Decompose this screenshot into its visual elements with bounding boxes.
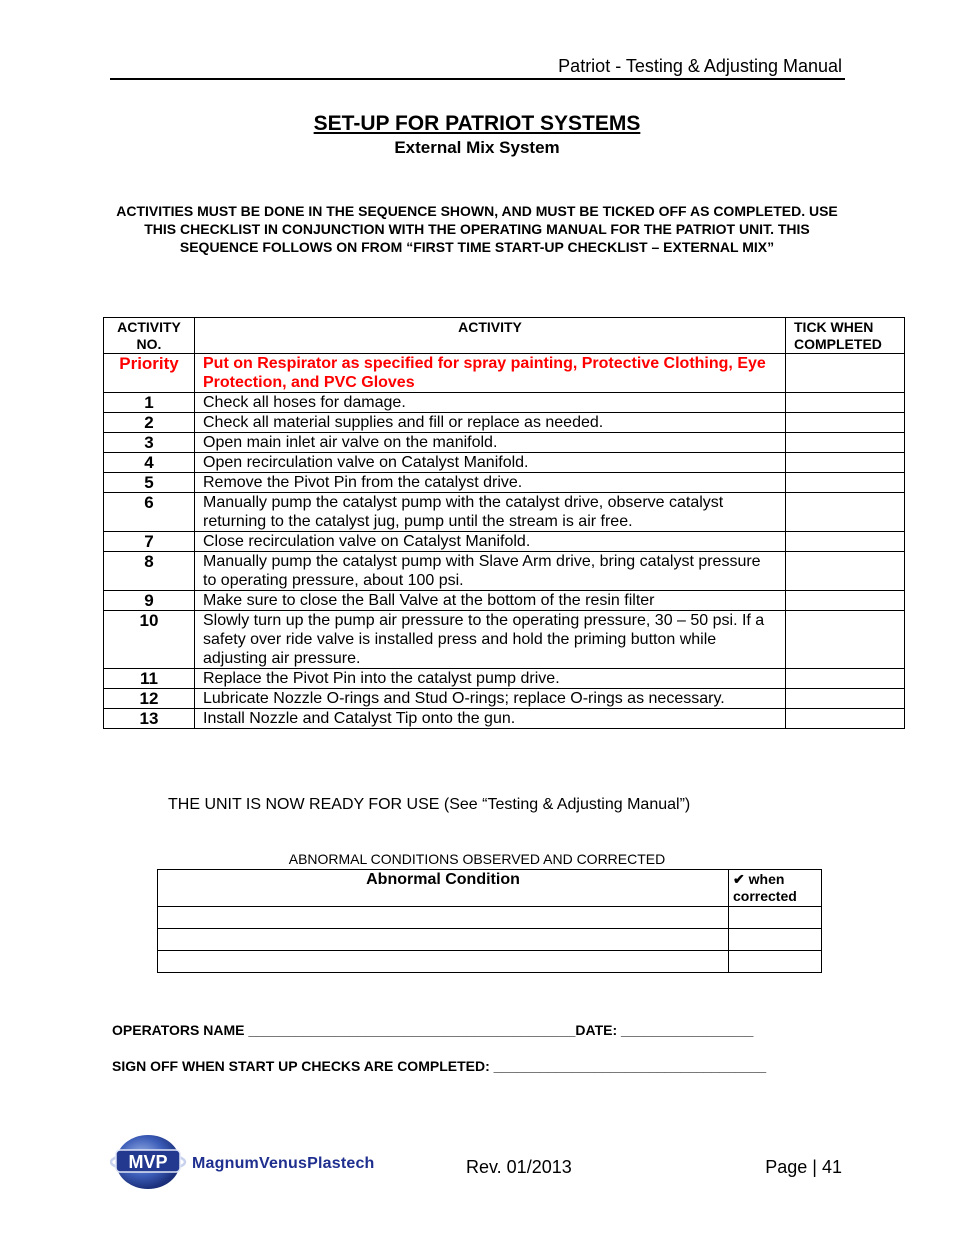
activity-table-body [104,354,905,729]
header-activity: ACTIVITY [195,318,786,354]
manual-title: Patriot - Testing & Adjusting Manual [558,56,842,76]
activity-table [103,317,905,729]
header-tick: TICK WHEN COMPLETED [786,318,905,354]
activity-number: 8 [104,552,195,591]
instructions: ACTIVITIES MUST BE DONE IN THE SEQUENCE SHOWN, AND MUST BE TICKED OFF AS COMPLETED. USE THIS CHECKLIST IN CONJUNCTION WITH THE OPERATING MANUAL FOR THE PATRIOT UNIT. THIS SEQUENCE FOLLOWS ON FROM “FIRST TIME START-UP CHECKLIST – EXTERNAL MIX” [116,203,838,255]
activity-number: 1 [104,393,195,413]
activity-description: Check all material supplies and fill or replace as needed. [195,413,786,433]
logo-badge: MVP [128,1152,168,1172]
table-row [104,453,905,473]
table-row [104,393,905,413]
activity-table-header [104,318,905,354]
ready-note: THE UNIT IS NOW READY FOR USE (See “Testing & Adjusting Manual”) [168,796,691,813]
activity-description: Install Nozzle and Catalyst Tip onto the gun. [195,709,786,729]
header-when-corrected [729,870,822,907]
abnormal-title: ABNORMAL CONDITIONS OBSERVED AND CORRECTED [288,851,666,867]
activity-description: Make sure to close the Ball Valve at the bottom of the resin filter [195,591,786,611]
tick-box[interactable] [786,689,905,709]
table-row [104,689,905,709]
table-row [104,493,905,532]
table-row [104,413,905,433]
abnormal-table [157,869,822,973]
abnormal-condition-cell[interactable] [158,951,729,973]
table-row [104,532,905,552]
abnormal-table-header [158,870,822,907]
tick-box[interactable] [786,493,905,532]
header-activity-no: ACTIVITY NO. [104,318,195,354]
table-row [104,709,905,729]
corrected-check-cell[interactable] [729,929,822,951]
tick-box[interactable] [786,354,905,393]
activity-description: Remove the Pivot Pin from the catalyst drive. [195,473,786,493]
activity-number: 3 [104,433,195,453]
activity-number: 10 [104,611,195,669]
table-row [104,669,905,689]
tick-box[interactable] [786,433,905,453]
abnormal-table-body [158,907,822,973]
activity-number: 2 [104,413,195,433]
tick-box[interactable] [786,709,905,729]
activity-number: 5 [104,473,195,493]
tick-box[interactable] [786,413,905,433]
activity-description: Slowly turn up the pump air pressure to the operating pressure, 30 – 50 psi. If a safety over ride valve is installed press and hold the priming button while adjusting air pressure. [195,611,786,669]
activity-number: 7 [104,532,195,552]
activity-description: Open main inlet air valve on the manifold. [195,433,786,453]
tick-box[interactable] [786,532,905,552]
corrected-check-cell[interactable] [729,907,822,929]
header-rule [110,78,845,80]
signoff-line: SIGN OFF WHEN START UP CHECKS ARE COMPLETED: ___________________________________ [112,1058,767,1074]
activity-description: Put on Respirator as specified for spray painting, Protective Clothing, Eye Protection, and PVC Gloves [195,354,786,393]
tick-box[interactable] [786,669,905,689]
revision: Rev. 01/2013 [466,1157,572,1177]
table-row [104,433,905,453]
activity-description: Lubricate Nozzle O-rings and Stud O-rings; replace O-rings as necessary. [195,689,786,709]
tick-box[interactable] [786,393,905,413]
check-mark-icon: ✔ [733,871,745,887]
page-number: Page | 41 [765,1157,842,1177]
activity-number: Priority [104,354,195,393]
activity-number: 13 [104,709,195,729]
tick-box[interactable] [786,473,905,493]
activity-description: Manually pump the catalyst pump with the catalyst drive, observe catalyst returning to the catalyst jug, pump until the stream is air free. [195,493,786,532]
tick-box[interactable] [786,552,905,591]
page-title: SET-UP FOR PATRIOT SYSTEMS [313,112,641,135]
logo-wordmark: MagnumVenusPlastech [192,1155,375,1172]
abnormal-row [158,907,822,929]
table-row [104,611,905,669]
page-subtitle: External Mix System [394,138,560,157]
activity-number: 12 [104,689,195,709]
activity-description: Close recirculation valve on Catalyst Manifold. [195,532,786,552]
corrected-check-cell[interactable] [729,951,822,973]
tick-box[interactable] [786,591,905,611]
table-row [104,552,905,591]
activity-number: 6 [104,493,195,532]
abnormal-condition-cell[interactable] [158,929,729,951]
activity-number: 4 [104,453,195,473]
activity-number: 11 [104,669,195,689]
table-row [104,473,905,493]
table-row [104,354,905,393]
table-row [104,591,905,611]
abnormal-row [158,951,822,973]
activity-description: Open recirculation valve on Catalyst Manifold. [195,453,786,473]
tick-box[interactable] [786,453,905,473]
activity-number: 9 [104,591,195,611]
abnormal-condition-cell[interactable] [158,907,729,929]
when-corrected-label: when corrected [733,871,797,904]
abnormal-row [158,929,822,951]
operator-name-line: OPERATORS NAME __________________________________________DATE: _________________ [112,1022,754,1038]
header-abnormal-condition: Abnormal Condition [158,870,729,907]
activity-description: Manually pump the catalyst pump with Slave Arm drive, bring catalyst pressure to operating pressure, about 100 psi. [195,552,786,591]
activity-description: Replace the Pivot Pin into the catalyst pump drive. [195,669,786,689]
tick-box[interactable] [786,611,905,669]
activity-description: Check all hoses for damage. [195,393,786,413]
